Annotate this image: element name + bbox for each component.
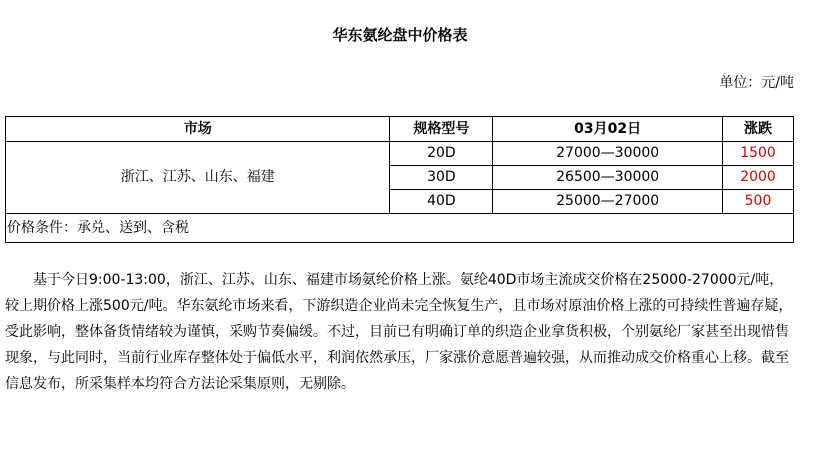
spec-cell: 40D bbox=[390, 190, 493, 214]
conditions-row bbox=[6, 214, 794, 243]
market-cell: 浙江、江苏、山东、福建 bbox=[6, 142, 390, 214]
unit-label: 单位：元/吨 bbox=[719, 75, 794, 91]
price-cell: 27000—30000 bbox=[493, 142, 723, 166]
table-header-row bbox=[6, 117, 794, 142]
price-conditions: 价格条件：承兑、送到、含税 bbox=[6, 214, 794, 243]
price-cell: 26500—30000 bbox=[493, 166, 723, 190]
table-row bbox=[6, 142, 794, 166]
header-date: 03月02日 bbox=[493, 117, 723, 142]
spec-cell: 20D bbox=[390, 142, 493, 166]
change-cell: 500 bbox=[723, 190, 794, 214]
market-commentary: 基于今日9:00-13:00，浙江、江苏、山东、福建市场氨纶价格上涨。氨纶40D市场主流成交价格在25000-27000元/吨，较上期价格上涨500元/吨。华东氨纶市场来看，下游织造企业尚未完全恢复生产，且市场对原油价格上涨的可持续性普遍存疑，受此影响，整体备货情绪较为谨慎，采购节奏偏缓。不过，目前已有明确订单的织造企业拿货积极，个别氨纶厂家甚至出现惜售现象，与此同时，当前行业库存整体处于偏低水平，利润依然承压，厂家涨价意愿普遍较强，从而推动成交价格重心上移。截至信息发布，所采集样本均符合方法论采集原则，无剔除。 bbox=[5, 272, 793, 392]
change-cell: 2000 bbox=[723, 166, 794, 190]
header-spec: 规格型号 bbox=[390, 117, 493, 142]
price-table bbox=[5, 116, 794, 243]
spec-cell: 30D bbox=[390, 166, 493, 190]
header-market: 市场 bbox=[6, 117, 390, 142]
change-cell: 1500 bbox=[723, 142, 794, 166]
page-title: 华东氨纶盘中价格表 bbox=[332, 26, 468, 44]
price-cell: 25000—27000 bbox=[493, 190, 723, 214]
header-change: 涨跌 bbox=[723, 117, 794, 142]
